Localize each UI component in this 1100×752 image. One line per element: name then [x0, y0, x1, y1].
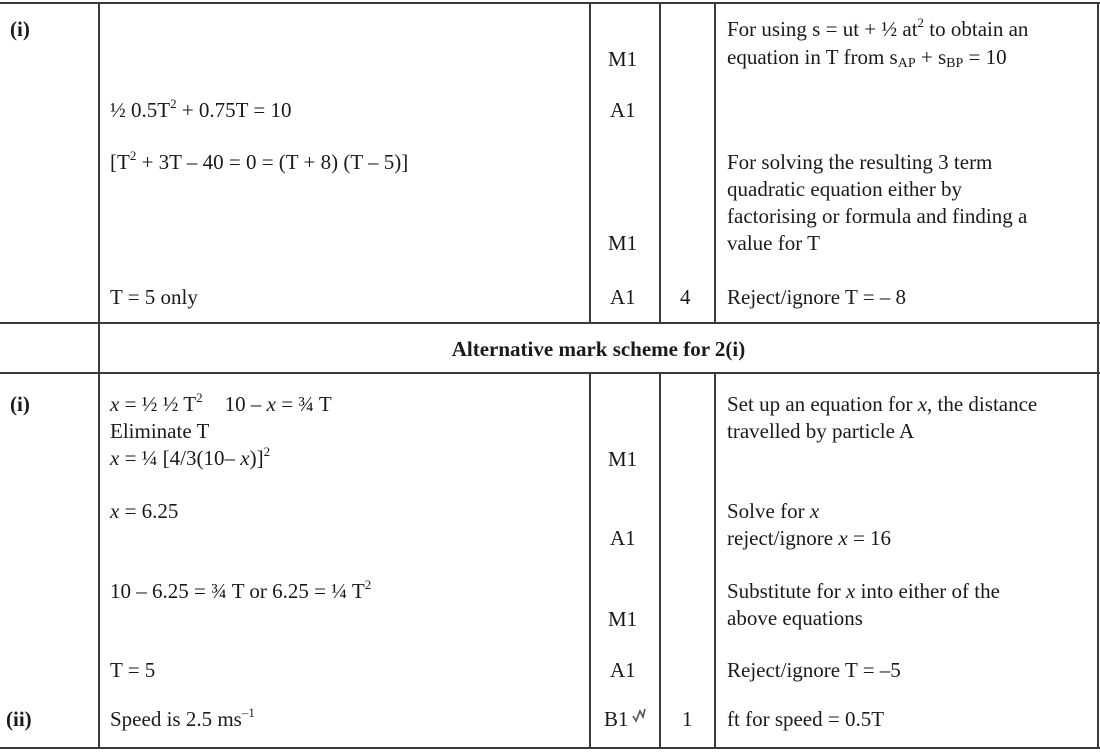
ft-tick-icon	[632, 708, 650, 724]
equation-fragment: Speed is 2.5 ms	[110, 707, 242, 731]
guidance-text	[727, 391, 1037, 418]
equation-fragment: ½ 0.5T	[110, 98, 171, 122]
variable: x	[240, 446, 250, 470]
superscript: 2	[917, 15, 925, 30]
mark-cell: A1	[610, 98, 636, 122]
superscript: –1	[241, 705, 255, 720]
guidance-text: travelled by particle A	[727, 419, 915, 443]
variable: x	[846, 579, 856, 603]
col-divider-total	[659, 2, 661, 324]
right-border	[1097, 2, 1099, 749]
guidance-fragment: into either of the	[855, 579, 1000, 603]
working-line	[110, 445, 270, 474]
col-divider-guidance-2	[714, 372, 716, 749]
guidance-text: ft for speed = 0.5T	[727, 707, 885, 731]
guidance-fragment: , the distance	[927, 392, 1038, 416]
working-line	[110, 149, 408, 178]
bottom-border	[0, 747, 1100, 749]
equation-fragment: = ¼ [4/3(10–	[119, 446, 241, 470]
guidance-text: factorising or formula and finding a	[727, 204, 1028, 228]
guidance-text: above equations	[727, 606, 863, 630]
variable: x	[266, 392, 276, 416]
equation-fragment: = 6.25	[119, 499, 179, 523]
part-label: (i)	[10, 392, 30, 416]
equation-fragment: )]	[249, 446, 264, 470]
col-divider-guidance	[714, 2, 716, 324]
section-divider-top	[0, 322, 1100, 324]
col-divider-total-2	[659, 372, 661, 749]
equation-fragment: + 0.75T = 10	[176, 98, 292, 122]
working-line: T = 5	[110, 658, 156, 682]
working-line	[110, 391, 332, 420]
guidance-text	[727, 16, 1028, 45]
part-label: (i)	[10, 17, 30, 41]
guidance-fragment: Substitute for	[727, 579, 846, 603]
guidance-fragment: For using s = ut + ½ at	[727, 17, 918, 41]
working-line: Eliminate T	[110, 419, 210, 443]
guidance-text: Reject/ignore T = – 8	[727, 285, 907, 309]
superscript: 2	[196, 390, 203, 405]
equation-fragment: = ½ ½ T	[119, 392, 197, 416]
guidance-text	[727, 525, 891, 552]
guidance-text: value for T	[727, 231, 820, 255]
guidance-text: For solving the resulting 3 term	[727, 150, 993, 174]
working-line	[110, 97, 291, 126]
subscript: BP	[946, 56, 964, 71]
equation-fragment: + 3T – 40 = 0 = (T + 8) (T – 5)]	[136, 150, 409, 174]
guidance-text: quadratic equation either by	[727, 177, 962, 201]
mark-cell: M1	[608, 607, 638, 631]
guidance-fragment: to obtain an	[924, 17, 1029, 41]
variable: x	[809, 499, 820, 523]
total-mark: 1	[682, 707, 693, 731]
working-line	[110, 578, 371, 607]
superscript: 2	[263, 444, 271, 459]
guidance-text: Reject/ignore T = –5	[727, 658, 901, 682]
top-border	[0, 2, 1100, 4]
mark-cell: M1	[608, 447, 638, 471]
section-divider-bottom	[0, 372, 1100, 374]
mark-cell: M1	[608, 231, 638, 255]
guidance-fragment: equation in T from s	[727, 45, 898, 69]
guidance-fragment: = 10	[963, 45, 1007, 69]
col-divider-part	[98, 2, 100, 749]
mark-cell: A1	[610, 285, 636, 309]
guidance-fragment: Set up an equation for	[727, 392, 918, 416]
section-header: Alternative mark scheme for 2(i)	[451, 337, 746, 361]
variable: x	[110, 392, 120, 416]
mark-cell	[604, 706, 629, 733]
equation-fragment: 10 –	[224, 392, 267, 416]
variable: x	[917, 392, 928, 416]
guidance-text	[727, 578, 1000, 605]
guidance-fragment: + s	[915, 45, 947, 69]
guidance-fragment: = 16	[847, 526, 892, 550]
equation-fragment: [T	[110, 150, 130, 174]
part-label: (ii)	[6, 707, 32, 731]
subscript: AP	[897, 56, 916, 71]
guidance-fragment: reject/ignore	[727, 526, 839, 550]
equation-fragment: 10 – 6.25 = ¾ T or 6.25 = ¼ T	[110, 579, 365, 603]
col-divider-mark-2	[589, 372, 591, 749]
total-mark: 4	[680, 285, 691, 309]
working-line	[110, 706, 255, 735]
mark-cell: A1	[610, 658, 636, 682]
superscript: 2	[364, 577, 372, 592]
guidance-text	[727, 498, 819, 525]
mark-code: B1	[604, 707, 629, 731]
mark-cell: M1	[608, 47, 638, 71]
col-divider-mark	[589, 2, 591, 324]
superscript: 2	[129, 148, 137, 163]
working-line: T = 5 only	[110, 285, 198, 309]
mark-cell: A1	[610, 526, 636, 550]
variable: x	[110, 446, 120, 470]
working-line	[110, 498, 178, 525]
variable: x	[110, 499, 120, 523]
guidance-fragment: Solve for	[727, 499, 810, 523]
variable: x	[838, 526, 848, 550]
superscript: 2	[170, 96, 177, 111]
guidance-text	[727, 44, 1007, 74]
equation-fragment: = ¾ T	[275, 392, 332, 416]
